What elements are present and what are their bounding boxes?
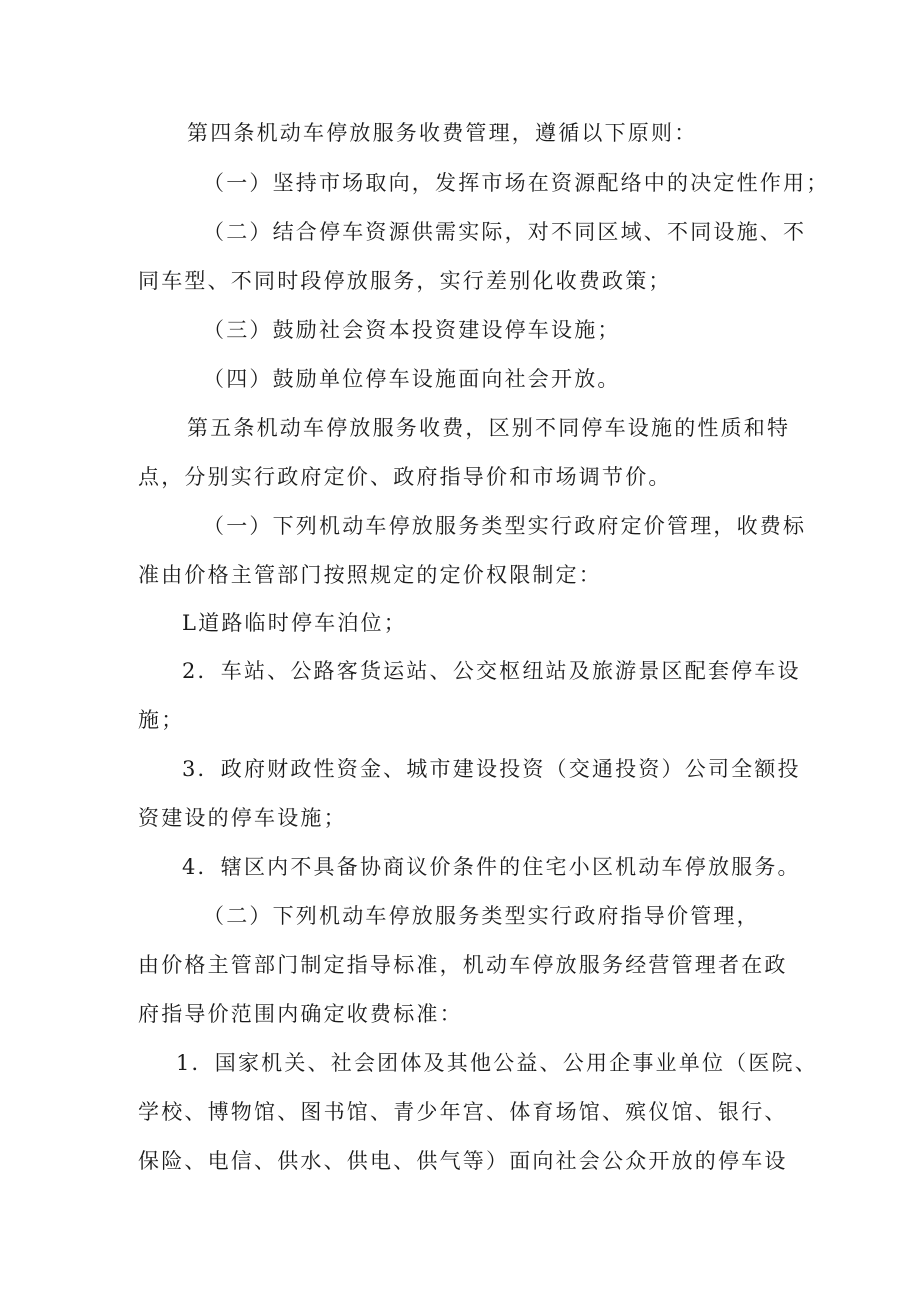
text-line: L道路临时停车泊位； (182, 611, 407, 635)
text-line: 2．车站、公路客货运站、公交枢纽站及旅游景区配套停车设 (182, 659, 801, 683)
text-line: 学校、博物馆、图书馆、青少年宫、体育场馆、殡仪馆、银行、 (138, 1100, 788, 1124)
text-line: （三）鼓励社会资本投资建设停车设施； (203, 318, 621, 342)
text-line: 第五条机动车停放服务收费，区别不同停车设施的性质和特 (187, 416, 791, 440)
text-line: 由价格主管部门制定指导标准，机动车停放服务经营管理者在政 (138, 953, 788, 977)
text-line: （二）下列机动车停放服务类型实行政府指导价管理， (203, 904, 760, 928)
text-line: 1．国家机关、社会团体及其他公益、公用企事业单位（医院、 (176, 1051, 818, 1075)
text-line: （二）结合停车资源供需实际，对不同区域、不同设施、不 (203, 220, 807, 244)
text-line: 准由价格主管部门按照规定的定价权限制定： (138, 563, 602, 587)
text-line: 资建设的停车设施； (138, 806, 347, 830)
text-line: 点，分别实行政府定价、政府指导价和市场调节价。 (138, 465, 672, 489)
text-line: 同车型、不同时段停放服务，实行差别化收费政策； (138, 269, 672, 293)
text-line: 第四条机动车停放服务收费管理，遵循以下原则： (187, 121, 698, 145)
text-line: 保险、电信、供水、供电、供气等）面向社会公众开放的停车设 (138, 1149, 788, 1173)
text-line: 府指导价范围内确定收费标准： (138, 1002, 463, 1026)
text-line: 4．辖区内不具备协商议价条件的住宅小区机动车停放服务。 (182, 855, 801, 879)
text-line: 施； (138, 708, 185, 732)
text-line: （一）下列机动车停放服务类型实行政府定价管理，收费标 (203, 514, 807, 538)
text-line: 3．政府财政性资金、城市建设投资（交通投资）公司全额投 (182, 757, 801, 781)
text-line: （一）坚持市场取向，发挥市场在资源配络中的决定性作用； (203, 171, 830, 195)
text-line: （四）鼓励单位停车设施面向社会开放。 (203, 367, 621, 391)
